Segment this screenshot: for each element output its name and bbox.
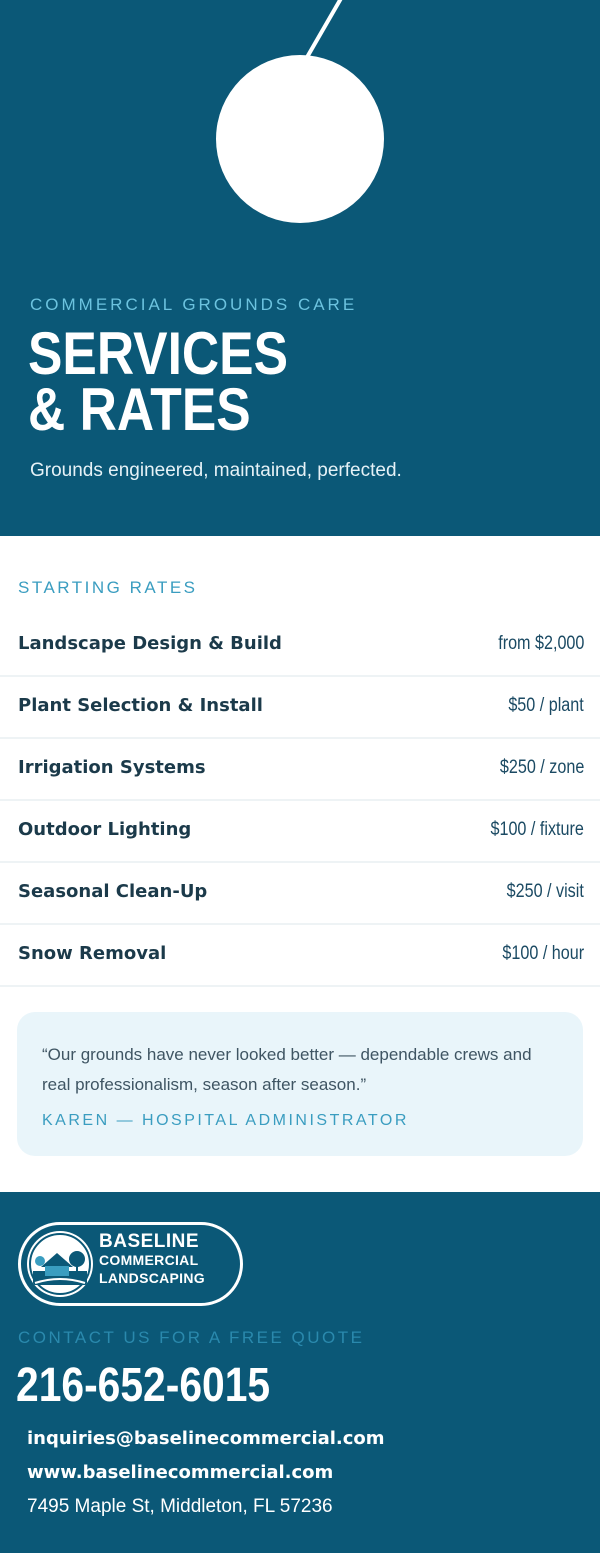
header-panel bbox=[0, 0, 600, 536]
logo-line-2: COMMERCIAL bbox=[99, 1252, 199, 1268]
rate-name: Landscape Design & Build bbox=[18, 633, 282, 654]
rate-price: $250 / zone bbox=[499, 757, 584, 778]
rates-list bbox=[0, 615, 600, 987]
website-url[interactable]: www.baselinecommercial.com bbox=[27, 1462, 334, 1483]
rate-price: $50 / plant bbox=[508, 695, 584, 716]
rate-name: Seasonal Clean-Up bbox=[18, 881, 208, 902]
rate-row bbox=[0, 677, 600, 739]
testimonial-author: KAREN — HOSPITAL ADMINISTRATOR bbox=[42, 1112, 409, 1129]
rate-price: $250 / visit bbox=[506, 881, 584, 902]
house-landscape-icon bbox=[27, 1231, 93, 1297]
rate-name: Outdoor Lighting bbox=[18, 819, 192, 840]
testimonial-quote: “Our grounds have never looked better — dependable crews and real professionalism, season after season.” bbox=[42, 1045, 532, 1094]
rate-row bbox=[0, 615, 600, 677]
rate-name: Snow Removal bbox=[18, 943, 167, 964]
company-logo bbox=[18, 1222, 243, 1306]
logo-line-1: BASELINE bbox=[99, 1231, 200, 1252]
street-address: 7495 Maple St, Middleton, FL 57236 bbox=[27, 1496, 333, 1517]
rate-row bbox=[0, 801, 600, 863]
hanger-hole bbox=[216, 55, 384, 223]
rate-row bbox=[0, 739, 600, 801]
email-address[interactable]: inquiries@baselinecommercial.com bbox=[27, 1428, 385, 1449]
page-title bbox=[28, 320, 289, 443]
phone-number[interactable]: 216-652-6015 bbox=[16, 1359, 271, 1412]
title-line-2: & RATES bbox=[28, 376, 251, 443]
footer-panel bbox=[0, 1192, 600, 1553]
rate-price: $100 / hour bbox=[502, 943, 584, 964]
logo-wordmark bbox=[99, 1233, 205, 1287]
rate-row bbox=[0, 863, 600, 925]
testimonial-card bbox=[17, 1012, 583, 1156]
contact-label: CONTACT US FOR A FREE QUOTE bbox=[18, 1328, 365, 1347]
rate-name: Irrigation Systems bbox=[18, 757, 206, 778]
hanger-line bbox=[304, 0, 348, 60]
logo-line-3: LANDSCAPING bbox=[99, 1270, 205, 1286]
rate-price: $100 / fixture bbox=[490, 819, 584, 840]
rate-row bbox=[0, 925, 600, 987]
title-line-1: SERVICES bbox=[28, 320, 289, 387]
rate-price: from $2,000 bbox=[497, 633, 584, 654]
rates-heading: STARTING RATES bbox=[18, 578, 198, 597]
eyebrow-text: COMMERCIAL GROUNDS CARE bbox=[30, 295, 358, 314]
rate-name: Plant Selection & Install bbox=[18, 695, 263, 716]
tagline: Grounds engineered, maintained, perfected. bbox=[30, 460, 402, 481]
